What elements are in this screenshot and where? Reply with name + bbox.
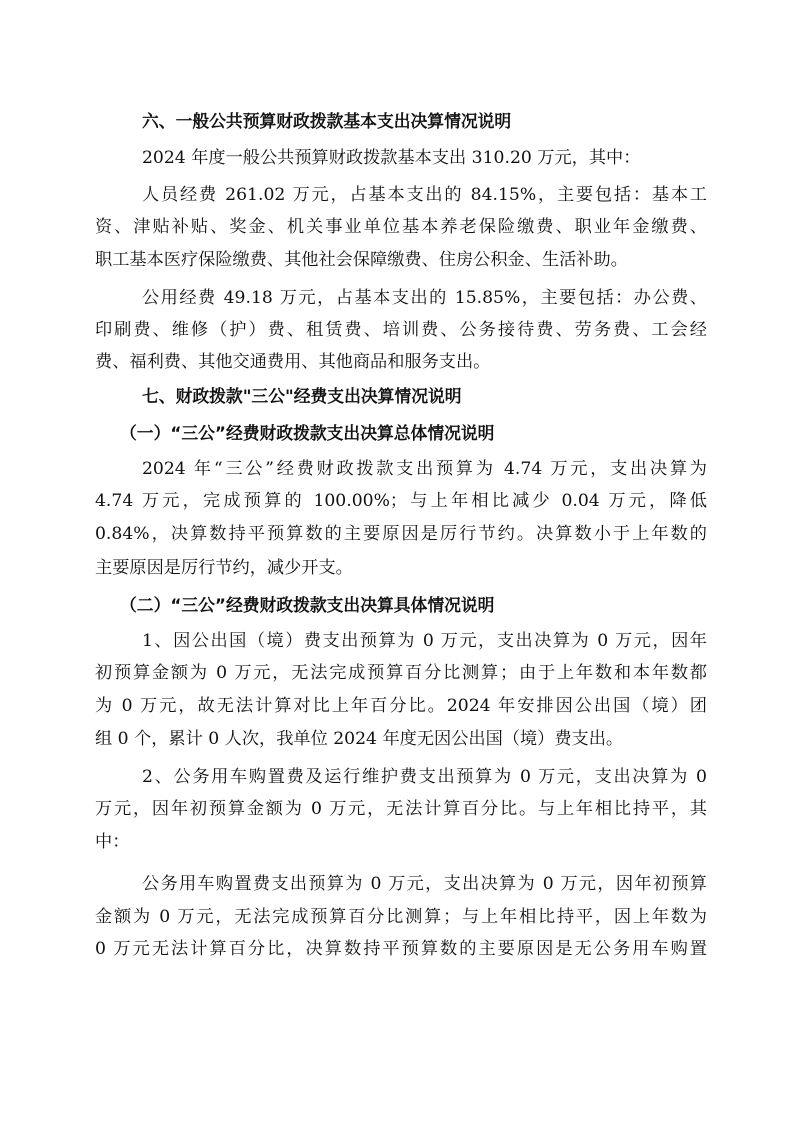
section-6-paragraph-line: 费、福利费、其他交通费用、其他商品和服务支出。	[95, 352, 491, 372]
section-7-sub2-paragraph-line: 1、因公出国（境）费支出预算为 0 万元，支出决算为 0 万元，因年	[142, 631, 707, 651]
section-7-sub1-heading: （一）“三公”经费财政拨款支出决算总体情况说明	[120, 423, 495, 443]
section-6-paragraph-line: 2024 年度一般公共预算财政拨款基本支出 310.20 万元，其中：	[142, 148, 641, 168]
section-6-paragraph-line: 资、津贴补贴、奖金、机关事业单位基本养老保险缴费、职业年金缴费、	[95, 217, 707, 237]
section-7-sub2-paragraph-line: 公务用车购置费支出预算为 0 万元，支出决算为 0 万元，因年初预算	[142, 874, 707, 894]
section-6-heading: 六、一般公共预算财政拨款基本支出决算情况说明	[142, 111, 512, 131]
section-7-sub1-paragraph-line: 主要原因是厉行节约，减少开支。	[95, 558, 353, 578]
section-7-sub2-paragraph-line: 为 0 万元，故无法计算对比上年百分比。2024 年安排因公出国（境）团	[95, 696, 707, 716]
section-7-sub2-paragraph-line: 中：	[95, 832, 130, 852]
section-7-sub2-paragraph-line: 万元，因年初预算金额为 0 万元，无法计算百分比。与上年相比持平，其	[95, 799, 707, 819]
section-6-paragraph-line: 公用经费 49.18 万元，占基本支出的 15.85%，主要包括：办公费、	[142, 288, 707, 308]
section-6-paragraph-line: 印刷费、维修（护）费、租赁费、培训费、公务接待费、劳务费、工会经	[95, 320, 707, 340]
section-7-sub1-paragraph-line: 2024 年“三公”经费财政拨款支出预算为 4.74 万元，支出决算为	[142, 459, 707, 479]
section-7-sub2-paragraph-line: 组 0 个，累计 0 人次，我单位 2024 年度无因公出国（境）费支出。	[95, 729, 624, 749]
section-7-sub2-paragraph-line: 金额为 0 万元，无法完成预算百分比测算；与上年相比持平，因上年数为	[95, 907, 707, 927]
section-6-paragraph-line: 人员经费 261.02 万元，占基本支出的 84.15%，主要包括：基本工	[142, 185, 707, 205]
section-7-sub1-paragraph-line: 4.74 万元，完成预算的 100.00%；与上年相比减少 0.04 万元，降低	[95, 491, 707, 511]
section-7-sub1-paragraph-line: 0.84%，决算数持平预算数的主要原因是厉行节约。决算数小于上年数的	[95, 524, 707, 544]
section-7-sub2-paragraph-line: 0 万元无法计算百分比，决算数持平预算数的主要原因是无公务用车购置	[95, 939, 707, 959]
section-6-paragraph-line: 职工基本医疗保险缴费、其他社会保障缴费、住房公积金、生活补助。	[95, 250, 628, 270]
section-7-heading: 七、财政拨款"三公"经费支出决算情况说明	[142, 386, 462, 406]
section-7-sub2-paragraph-line: 初预算金额为 0 万元，无法完成预算百分比测算；由于上年数和本年数都	[95, 663, 707, 683]
section-7-sub2-paragraph-line: 2、公务用车购置费及运行维护费支出预算为 0 万元，支出决算为 0	[142, 767, 707, 787]
section-7-sub2-heading: （二）“三公”经费财政拨款支出决算具体情况说明	[120, 595, 495, 615]
